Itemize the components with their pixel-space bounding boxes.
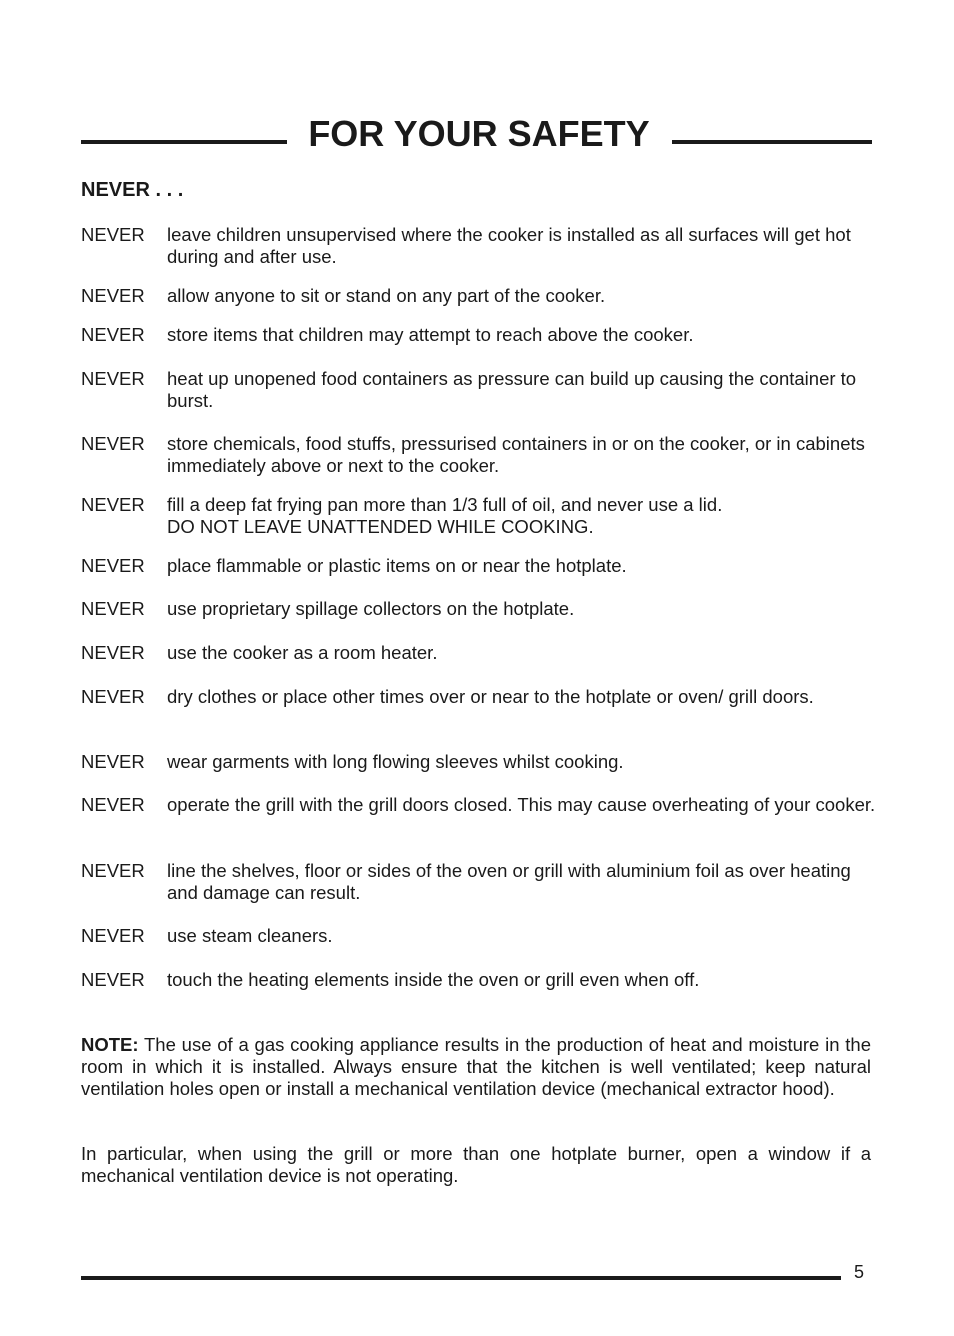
item-text: place flammable or plastic items on or near the hotplate. — [167, 555, 627, 576]
list-item — [81, 686, 876, 708]
item-keyword: NEVER — [81, 433, 145, 454]
item-keyword: NEVER — [81, 860, 145, 881]
item-keyword: NEVER — [81, 969, 145, 990]
list-item — [81, 368, 876, 412]
item-text: dry clothes or place other times over or near to the hotplate or oven/ grill doors. — [167, 686, 814, 707]
note-text: The use of a gas cooking appliance results in the production of heat and moisture in the room in which it is installed. Always ensure that the kitchen is well ventilated; keep natural ventilation holes open or install a mechanical ventilation device (mechanical extractor hood). — [81, 1034, 871, 1099]
list-item — [81, 555, 876, 577]
item-text: line the shelves, floor or sides of the oven or grill with aluminium foil as over heating and damage can result. — [167, 860, 851, 903]
item-keyword: NEVER — [81, 368, 145, 389]
item-keyword: NEVER — [81, 285, 145, 306]
list-item — [81, 794, 876, 816]
section-heading: NEVER . . . — [81, 179, 184, 201]
title-rule-left — [81, 140, 287, 144]
item-text: wear garments with long flowing sleeves whilst cooking. — [167, 751, 624, 772]
item-keyword: NEVER — [81, 494, 145, 515]
item-text: use steam cleaners. — [167, 925, 333, 946]
item-keyword: NEVER — [81, 598, 145, 619]
item-warning-text: DO NOT LEAVE UNATTENDED WHILE COOKING. — [167, 516, 594, 537]
item-keyword: NEVER — [81, 686, 145, 707]
item-text: leave children unsupervised where the cooker is installed as all surfaces will get hot during and after use. — [167, 224, 851, 267]
item-keyword: NEVER — [81, 642, 145, 663]
item-text: allow anyone to sit or stand on any part of the cooker. — [167, 285, 606, 306]
item-keyword: NEVER — [81, 555, 145, 576]
item-keyword: NEVER — [81, 224, 145, 245]
list-item — [81, 598, 876, 620]
list-item — [81, 860, 876, 904]
item-text: heat up unopened food containers as pressure can build up causing the container to burst. — [167, 368, 857, 411]
note-paragraph — [81, 1034, 871, 1100]
item-text: store items that children may attempt to reach above the cooker. — [167, 324, 694, 345]
list-item — [81, 433, 876, 477]
item-keyword: NEVER — [81, 925, 145, 946]
item-text: operate the grill with the grill doors closed. This may cause overheating of your cooker. — [167, 794, 876, 815]
item-text: touch the heating elements inside the oven or grill even when off. — [167, 969, 700, 990]
title-rule-right — [672, 140, 872, 144]
note-label: NOTE: — [81, 1034, 139, 1055]
footer-rule — [81, 1276, 841, 1280]
item-text: fill a deep fat frying pan more than 1/3 full of oil, and never use a lid. — [167, 494, 723, 515]
list-item — [81, 285, 876, 307]
list-item — [81, 969, 876, 991]
list-item — [81, 642, 876, 664]
list-item — [81, 751, 876, 773]
list-item — [81, 324, 876, 346]
list-item — [81, 494, 876, 538]
page-title: FOR YOUR SAFETY — [308, 113, 650, 154]
item-keyword: NEVER — [81, 324, 145, 345]
item-keyword: NEVER — [81, 751, 145, 772]
ventilation-paragraph: In particular, when using the grill or more than one hotplate burner, open a window if a mechanical ventilation device is not operating. — [81, 1143, 871, 1186]
item-text: use proprietary spillage collectors on the hotplate. — [167, 598, 575, 619]
list-item — [81, 925, 876, 947]
item-keyword: NEVER — [81, 794, 145, 815]
page-number: 5 — [854, 1262, 865, 1282]
item-text: use the cooker as a room heater. — [167, 642, 438, 663]
item-text: store chemicals, food stuffs, pressurised containers in or on the cooker, or in cabinets immediately above or next to the cooker. — [167, 433, 865, 476]
list-item — [81, 224, 876, 268]
